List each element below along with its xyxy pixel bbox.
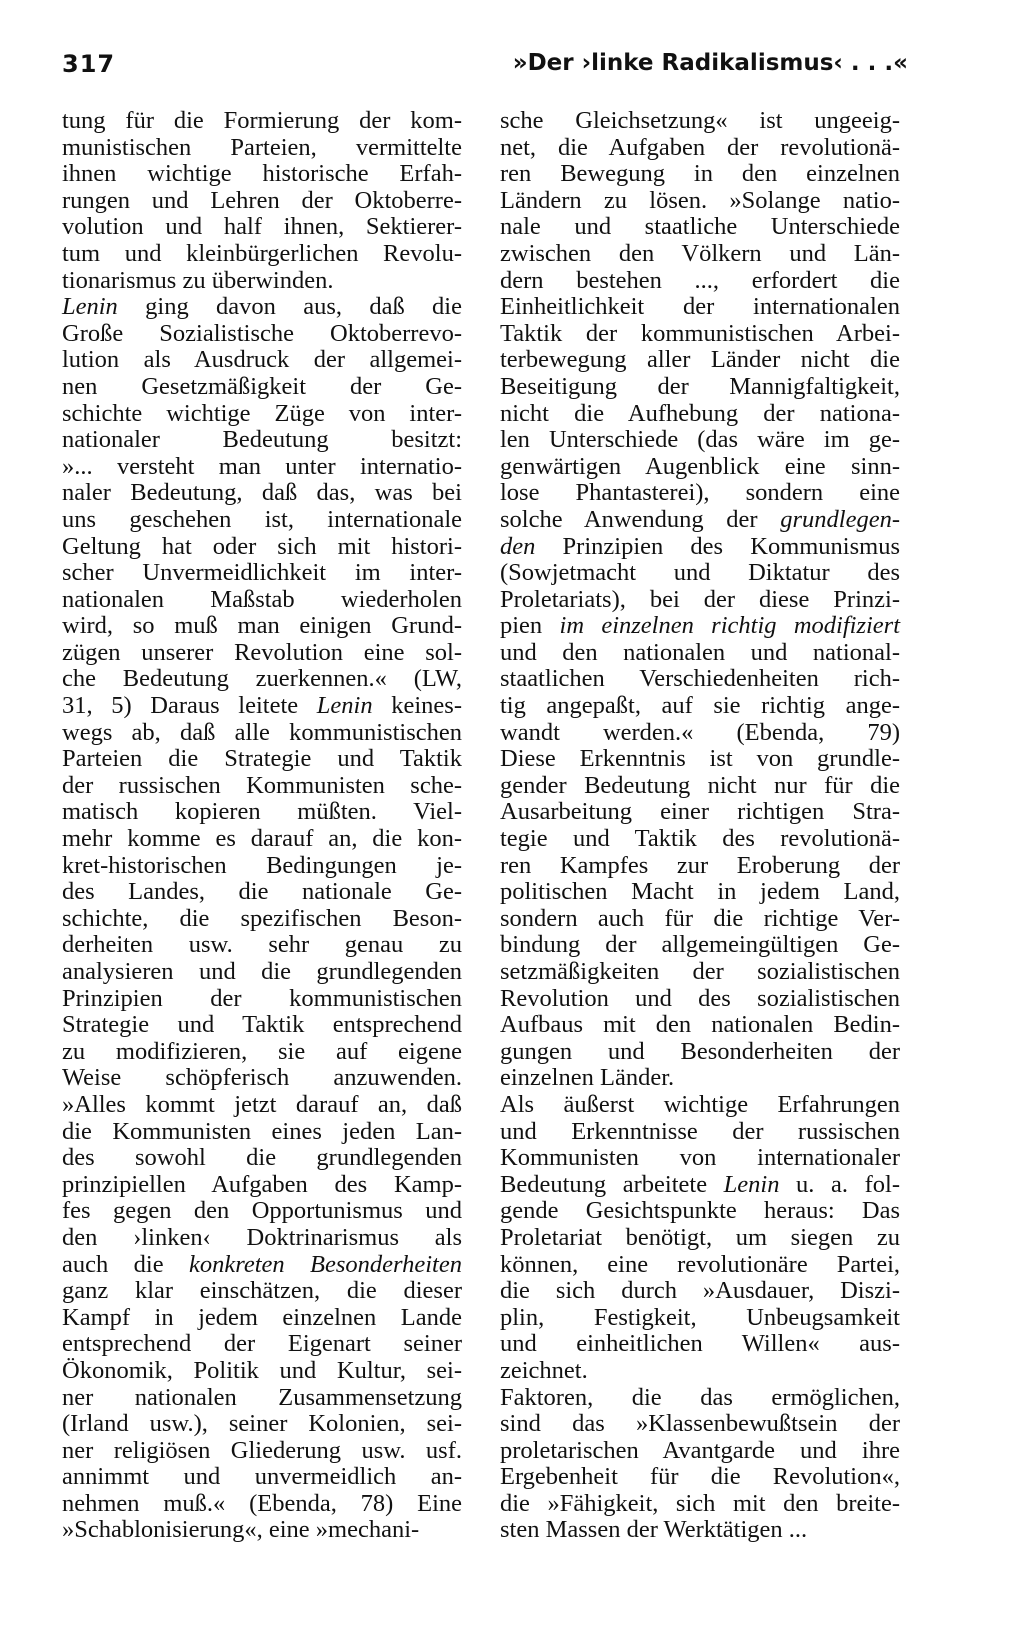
right-column-line: Bedeutung arbeitete Lenin u. a. fol- [500,1170,900,1198]
right-column-line: Revolution und des sozialistischen [500,984,900,1012]
right-column-line: len Unterschiede (das wäre im ge- [500,426,900,454]
right-column-line: Proletariat benötigt, um siegen zu [500,1223,900,1251]
right-column-line: setzmäßigkeiten der sozialistischen [500,958,900,985]
right-column-line: net, die Aufgaben der revolutionä- [500,133,900,161]
left-column-line: Weise schöpferisch anzuwenden. [62,1064,462,1092]
left-column-line: nationalen Maßstab wiederholen [62,585,462,613]
right-column-line: sche Gleichsetzung« ist ungeeig- [500,107,900,134]
right-column-line: plin, Festigkeit, Unbeugsamkeit [500,1303,900,1331]
left-column-line: tum und kleinbürgerlichen Revolu- [62,239,462,267]
left-column-line: naler Bedeutung, daß das, was bei [62,479,462,507]
right-column-line: zeichnet. [500,1356,588,1384]
page-header [62,50,908,90]
left-column-line: des Landes, die nationale Ge- [62,878,462,906]
left-column-line: des sowohl die grundlegenden [62,1144,462,1172]
right-column-line: nicht die Aufhebung der nationa- [500,399,900,427]
left-column-line: entsprechend der Eigenart seiner [62,1330,462,1358]
right-text-column [500,108,900,1544]
left-column-line: munistischen Parteien, vermittelte [62,133,462,161]
left-column-line: Lenin ging davon aus, daß die [62,293,462,321]
left-column-line: 31, 5) Daraus leitete Lenin keines- [62,692,462,720]
left-column-line: Ökonomik, Politik und Kultur, sei- [62,1356,462,1384]
left-column-line: Große Sozialistische Oktoberrevo- [62,319,462,347]
right-column-line: nale und staatliche Unterschiede [500,213,900,241]
right-column-line: gungen und Besonderheiten der [500,1037,900,1065]
left-column-line: prinzipiellen Aufgaben des Kamp- [62,1170,462,1198]
left-column-line: matisch kopieren müßten. Viel- [62,798,462,826]
left-column-line: »... versteht man unter internatio- [62,452,462,480]
left-column-line: analysieren und die grundlegenden [62,958,462,985]
left-column-line: zügen unserer Revolution eine sol- [62,638,462,666]
right-column-line: tig angepaßt, auf sie richtig ange- [500,692,900,720]
right-column-line: den Prinzipien des Kommunismus [500,532,900,560]
right-column-line: die »Fähigkeit, sich mit den breite- [500,1489,900,1517]
left-column-line: die Kommunisten eines jeden Lan- [62,1117,462,1145]
left-column-line: ihnen wichtige historische Erfah- [62,160,462,188]
left-column-line: der russischen Kommunisten sche- [62,771,462,799]
left-column-line: annimmt und unvermeidlich an- [62,1463,462,1491]
right-column-line: dern bestehen ..., erfordert die [500,266,900,294]
left-column-line: tionarismus zu überwinden. [62,266,334,294]
left-column-line: tung für die Formierung der kom- [62,107,462,134]
left-column-line: Geltung hat oder sich mit histori- [62,532,462,560]
right-column-line: Diese Erkenntnis ist von grundle- [500,745,900,773]
left-column-line: Kampf in jedem einzelnen Lande [62,1303,462,1331]
running-title: »Der ›linke Radikalismus‹ . . .« [512,50,908,76]
left-column-line: nationaler Bedeutung besitzt: [62,426,462,454]
left-column-line: lution als Ausdruck der allgemei- [62,346,462,374]
left-column-line: auch die konkreten Besonderheiten [62,1250,462,1278]
left-column-line: derheiten usw. sehr genau zu [62,931,462,959]
left-column-line: mehr komme es darauf an, die kon- [62,825,462,853]
left-column-line: che Bedeutung zuerkennen.« (LW, [62,665,462,693]
right-column-line: ren Kampfes zur Eroberung der [500,851,900,879]
left-column-line: ner nationalen Zusammensetzung [62,1383,462,1411]
right-column-line: und den nationalen und national- [500,638,900,666]
left-column-line: ganz klar einschätzen, die dieser [62,1277,462,1305]
left-column-line: volution und half ihnen, Sektierer- [62,213,462,241]
left-column-line: kret-historischen Bedingungen je- [62,851,462,879]
right-column-line: proletarischen Avantgarde und ihre [500,1436,900,1464]
right-column-line: Kommunisten von internationaler [500,1144,900,1172]
right-column-line: terbewegung aller Länder nicht die [500,346,900,374]
left-column-line: fes gegen den Opportunismus und [62,1197,462,1225]
right-column-line: Ländern zu lösen. »Solange natio- [500,186,900,214]
right-column-line: Beseitigung der Mannigfaltigkeit, [500,372,900,400]
left-column-line: uns geschehen ist, internationale [62,505,462,533]
right-column-line: sten Massen der Werktätigen ... [500,1516,808,1544]
right-column-line: Als äußerst wichtige Erfahrungen [500,1090,900,1118]
left-column-line: »Schablonisierung«, eine »mechani- [62,1516,420,1544]
left-column-line: (Irland usw.), seiner Kolonien, sei- [62,1410,462,1438]
right-column-line: Ausarbeitung einer richtigen Stra- [500,798,900,826]
right-column-line: können, eine revolutionäre Partei, [500,1250,900,1278]
page-number: 317 [62,50,116,78]
left-column-line: nen Gesetzmäßigkeit der Ge- [62,372,462,400]
left-column-line: den ›linken‹ Doktrinarismus als [62,1223,462,1251]
right-column-line: ren Bewegung in den einzelnen [500,160,900,188]
right-column-line: gende Gesichtspunkte heraus: Das [500,1197,900,1225]
right-column-line: politischen Macht in jedem Land, [500,878,900,906]
right-column-line: sondern auch für die richtige Ver- [500,904,900,932]
right-column-line: solche Anwendung der grundlegen- [500,505,900,533]
left-column-line: Prinzipien der kommunistischen [62,984,462,1012]
right-column-line: und Erkenntnisse der russischen [500,1117,900,1145]
left-column-line: Parteien die Strategie und Taktik [62,745,462,773]
right-column-line: sind das »Klassenbewußtsein der [500,1410,900,1438]
right-column-line: gender Bedeutung nicht nur für die [500,771,900,799]
left-column-line: ner religiösen Gliederung usw. usf. [62,1436,462,1464]
left-column-line: nehmen muß.« (Ebenda, 78) Eine [62,1489,462,1517]
left-column-line: zu modifizieren, sie auf eigene [62,1037,462,1065]
right-column-line: Proletariats), bei der diese Prinzi- [500,585,900,613]
right-column-line: einzelnen Länder. [500,1064,675,1092]
left-column-line: schichte wichtige Züge von inter- [62,399,462,427]
right-column-line: die sich durch »Ausdauer, Diszi- [500,1277,900,1305]
right-column-line: (Sowjetmacht und Diktatur des [500,559,900,587]
left-column-line: »Alles kommt jetzt darauf an, daß [62,1090,462,1118]
left-column-line: rungen und Lehren der Oktoberre- [62,186,462,214]
right-column-line: und einheitlichen Willen« aus- [500,1330,900,1358]
right-column-line: pien im einzelnen richtig modifiziert [500,612,900,640]
left-text-column [62,108,462,1544]
right-column-line: Faktoren, die das ermöglichen, [500,1383,900,1411]
right-column-line: Taktik der kommunistischen Arbei- [500,319,900,347]
left-column-line: Strategie und Taktik entsprechend [62,1011,462,1039]
right-column-line: wandt werden.« (Ebenda, 79) [500,718,900,746]
left-column-line: scher Unvermeidlichkeit im inter- [62,559,462,587]
left-column-line: schichte, die spezifischen Beson- [62,904,462,932]
right-column-line: Einheitlichkeit der internationalen [500,293,900,321]
left-column-line: wird, so muß man einigen Grund- [62,612,462,640]
left-column-line: wegs ab, daß alle kommunistischen [62,718,462,746]
right-column-line: zwischen den Völkern und Län- [500,239,900,267]
right-column-line: Ergebenheit für die Revolution«, [500,1463,900,1491]
right-column-line: genwärtigen Augenblick eine sinn- [500,452,900,480]
right-column-line: tegie und Taktik des revolutionä- [500,825,900,853]
right-column-line: lose Phantasterei), sondern eine [500,479,900,507]
right-column-line: bindung der allgemeingültigen Ge- [500,931,900,959]
right-column-line: staatlichen Verschiedenheiten rich- [500,665,900,693]
right-column-line: Aufbaus mit den nationalen Bedin- [500,1011,900,1039]
